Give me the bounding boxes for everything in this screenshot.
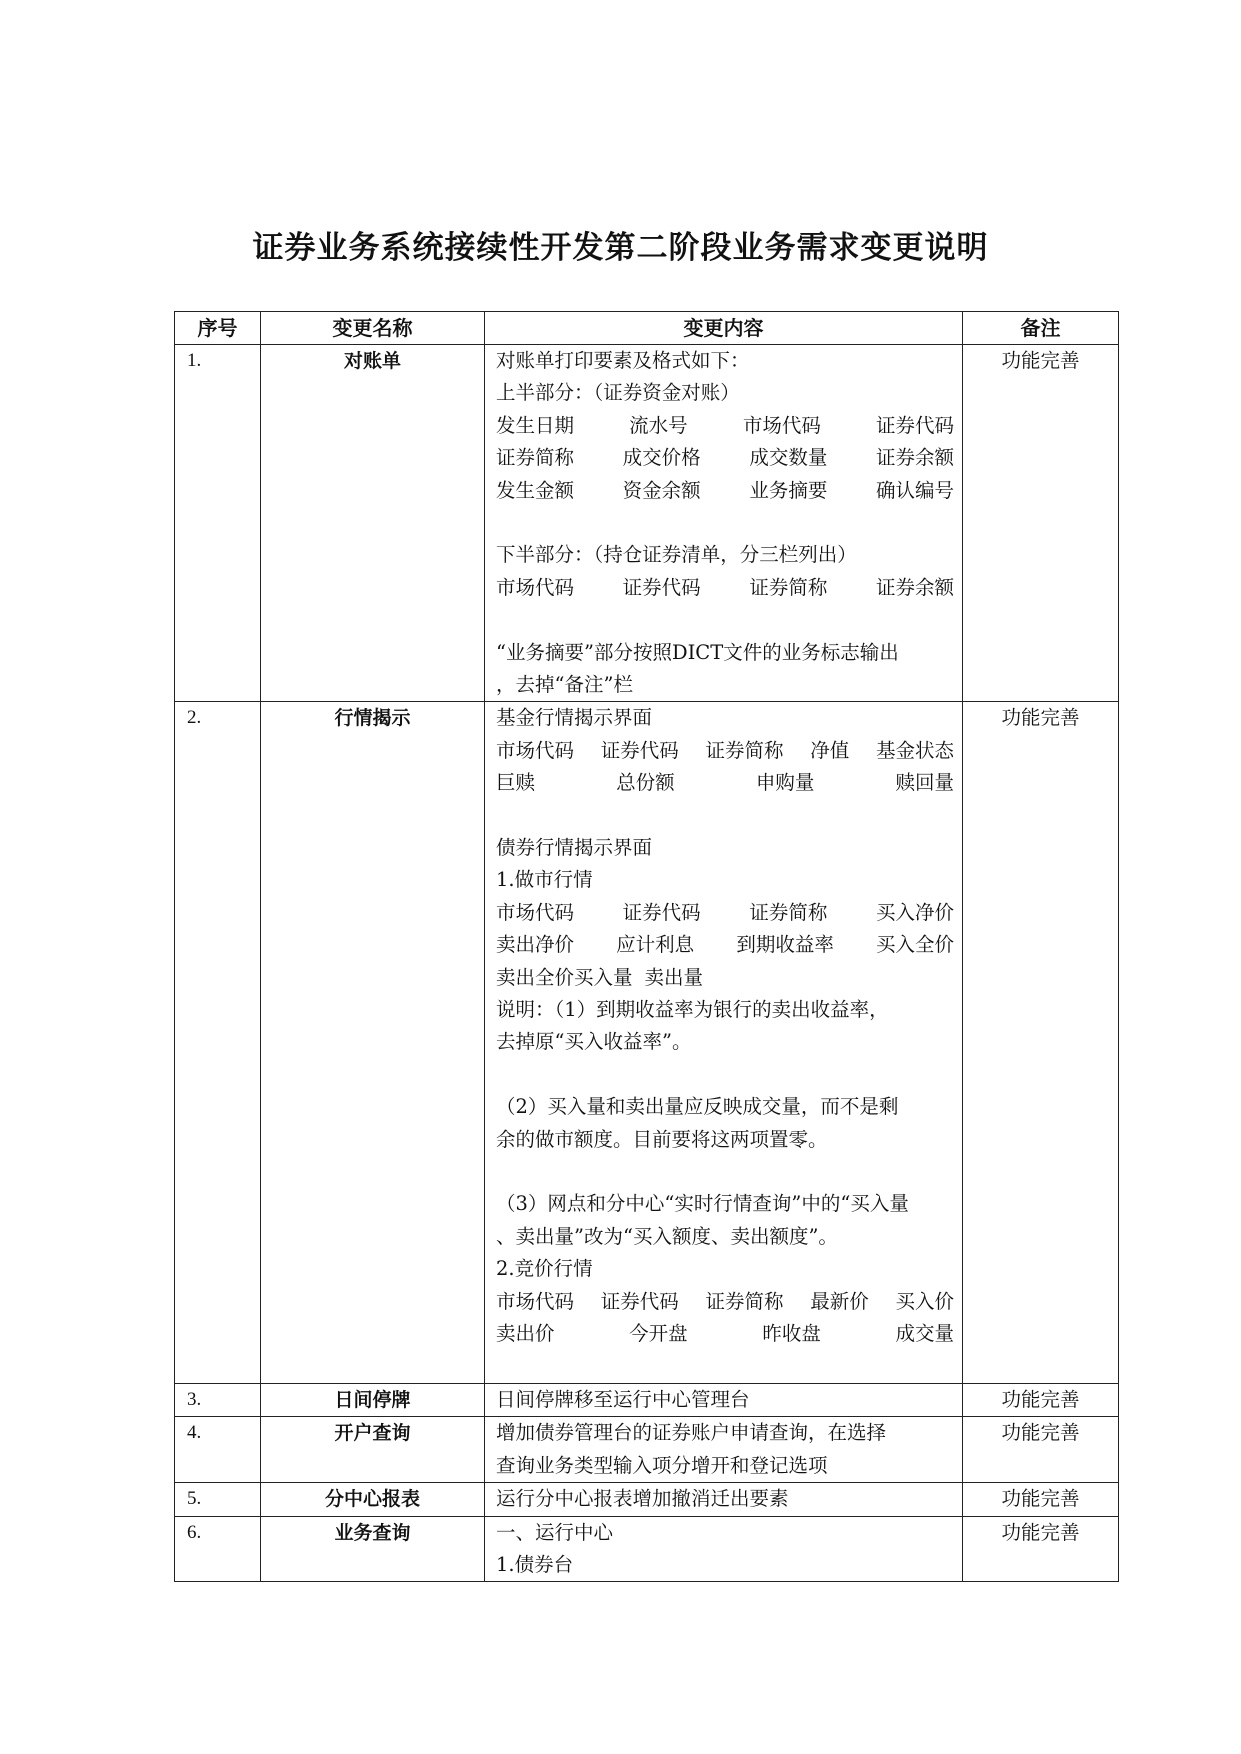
content-line: 对账单打印要素及格式如下： xyxy=(496,349,750,372)
content-item: 资金余额 xyxy=(622,478,701,502)
content-line xyxy=(496,929,954,961)
content-item: 证券余额 xyxy=(875,575,954,599)
content-line: 、卖出量”改为“买入额度、卖出额度”。 xyxy=(496,1224,838,1248)
content-item: 证券代码 xyxy=(622,575,701,599)
row-note: 功能完善 xyxy=(963,345,1119,702)
content-line: 运行分中心报表增加撤消迁出要素 xyxy=(496,1487,789,1511)
content-item: 市场代码 xyxy=(496,738,575,762)
content-line: “业务摘要”部分按照DICT文件的业务标志输出 xyxy=(496,640,899,664)
content-line: 余的做市额度。目前要将这两项置零。 xyxy=(496,1127,828,1151)
content-line: 1.做市行情 xyxy=(496,868,593,892)
content-item: 证券余额 xyxy=(875,446,954,470)
row-seq: 3. xyxy=(175,1383,261,1416)
row-change-content xyxy=(485,1516,963,1582)
content-item: 卖出量 xyxy=(644,965,704,989)
row-change-content xyxy=(485,1417,963,1483)
content-line: ，去掉“备注”栏 xyxy=(496,673,633,697)
content-item: 申购量 xyxy=(755,771,815,795)
content-item: 赎回量 xyxy=(895,771,954,795)
content-line: 债券行情揭示界面 xyxy=(496,836,653,860)
table-row xyxy=(175,1483,1119,1516)
blank-line xyxy=(496,507,954,539)
content-line: 基金行情揭示界面 xyxy=(496,706,653,730)
blank-line xyxy=(496,1059,954,1091)
content-item: 证券简称 xyxy=(496,446,575,470)
header-content: 变更内容 xyxy=(485,312,963,345)
row-change-name: 对账单 xyxy=(261,345,485,702)
content-item: 证券代码 xyxy=(600,1289,679,1313)
content-line: 日间停牌移至运行中心管理台 xyxy=(496,1387,750,1411)
row-change-content xyxy=(485,702,963,1383)
table-row xyxy=(175,1516,1119,1582)
content-item: 买入价 xyxy=(895,1289,954,1313)
row-change-name: 分中心报表 xyxy=(261,1483,485,1516)
content-item: 净值 xyxy=(810,738,850,762)
content-item: 证券代码 xyxy=(875,413,954,437)
content-item: 卖出价 xyxy=(496,1322,555,1346)
content-item: 证券代码 xyxy=(622,900,701,924)
content-item: 业务摘要 xyxy=(749,478,828,502)
blank-line xyxy=(496,800,954,832)
content-item: 巨赎 xyxy=(496,771,536,795)
content-line: 说明：（1）到期收益率为银行的卖出收益率， xyxy=(496,998,889,1022)
content-item: 市场代码 xyxy=(496,1289,575,1313)
table-row xyxy=(175,1383,1119,1416)
row-note: 功能完善 xyxy=(963,1483,1119,1516)
content-item: 证券简称 xyxy=(749,900,828,924)
content-item: 应计利息 xyxy=(616,933,695,957)
content-item: 证券代码 xyxy=(600,738,679,762)
content-line: 上半部分：（证券资金对账） xyxy=(496,381,740,405)
content-item: 发生金额 xyxy=(496,478,575,502)
content-item: 卖出全价买入量 xyxy=(496,965,633,989)
content-item: 市场代码 xyxy=(742,413,821,437)
content-line xyxy=(496,962,954,994)
row-seq: 4. xyxy=(175,1417,261,1483)
content-line xyxy=(496,897,954,929)
document-title: 证券业务系统接续性开发第二阶段业务需求变更说明 xyxy=(252,230,989,266)
content-line: （2）买入量和卖出量应反映成交量，而不是剩 xyxy=(496,1095,899,1119)
row-note: 功能完善 xyxy=(963,1516,1119,1582)
content-line: 一、运行中心 xyxy=(496,1520,614,1544)
row-note: 功能完善 xyxy=(963,702,1119,1383)
content-item: 最新价 xyxy=(810,1289,869,1313)
content-item: 总份额 xyxy=(616,771,675,795)
content-line: 增加债券管理台的证券账户申请查询，在选择 xyxy=(496,1421,887,1445)
blank-line xyxy=(496,604,954,636)
content-item: 今开盘 xyxy=(629,1322,688,1346)
content-line: 查询业务类型输入项分增开和登记选项 xyxy=(496,1453,828,1477)
blank-line xyxy=(496,1156,954,1188)
row-seq: 1. xyxy=(175,345,261,702)
content-line xyxy=(496,735,954,767)
content-line xyxy=(496,442,954,474)
row-note: 功能完善 xyxy=(963,1417,1119,1483)
content-line xyxy=(496,410,954,442)
content-item: 成交量 xyxy=(895,1322,954,1346)
content-item: 卖出净价 xyxy=(496,933,575,957)
row-change-name: 开户查询 xyxy=(261,1417,485,1483)
content-item: 到期收益率 xyxy=(736,933,834,957)
row-change-content xyxy=(485,1383,963,1416)
table-body xyxy=(175,345,1119,1582)
content-line xyxy=(496,475,954,507)
content-line xyxy=(496,1286,954,1318)
row-change-content xyxy=(485,345,963,702)
header-note: 备注 xyxy=(963,312,1119,345)
table-row xyxy=(175,345,1119,702)
content-line xyxy=(496,767,954,799)
row-seq: 5. xyxy=(175,1483,261,1516)
content-item: 昨收盘 xyxy=(762,1322,821,1346)
blank-line xyxy=(496,1351,954,1383)
change-table xyxy=(174,311,1119,1582)
row-change-name: 业务查询 xyxy=(261,1516,485,1582)
table-header-row xyxy=(175,312,1119,345)
row-note: 功能完善 xyxy=(963,1383,1119,1416)
content-line: 2.竞价行情 xyxy=(496,1257,593,1281)
content-item: 市场代码 xyxy=(496,575,575,599)
content-item: 发生日期 xyxy=(496,413,575,437)
row-change-name: 行情揭示 xyxy=(261,702,485,1383)
content-line: 下半部分：（持仓证券清单，分三栏列出） xyxy=(496,543,857,567)
content-line: 去掉原“买入收益率”。 xyxy=(496,1030,692,1054)
content-line: （3）网点和分中心“实时行情查询”中的“买入量 xyxy=(496,1192,909,1216)
row-seq: 6. xyxy=(175,1516,261,1582)
header-seq: 序号 xyxy=(175,312,261,345)
table-row xyxy=(175,1417,1119,1483)
content-item: 证券简称 xyxy=(705,738,784,762)
table-row xyxy=(175,702,1119,1383)
content-item: 买入全价 xyxy=(875,933,954,957)
content-item: 证券简称 xyxy=(749,575,828,599)
content-item: 确认编号 xyxy=(875,478,954,502)
content-item: 成交数量 xyxy=(749,446,828,470)
content-line xyxy=(496,572,954,604)
content-item: 成交价格 xyxy=(622,446,701,470)
content-line: 1.债券台 xyxy=(496,1552,574,1576)
content-item: 市场代码 xyxy=(496,900,575,924)
content-line xyxy=(496,1318,954,1350)
row-seq: 2. xyxy=(175,702,261,1383)
content-item: 证券简称 xyxy=(705,1289,784,1313)
content-item: 基金状态 xyxy=(875,738,954,762)
header-name: 变更名称 xyxy=(261,312,485,345)
content-item: 流水号 xyxy=(629,413,688,437)
row-change-name: 日间停牌 xyxy=(261,1383,485,1416)
row-change-content xyxy=(485,1483,963,1516)
content-item: 买入净价 xyxy=(875,900,954,924)
